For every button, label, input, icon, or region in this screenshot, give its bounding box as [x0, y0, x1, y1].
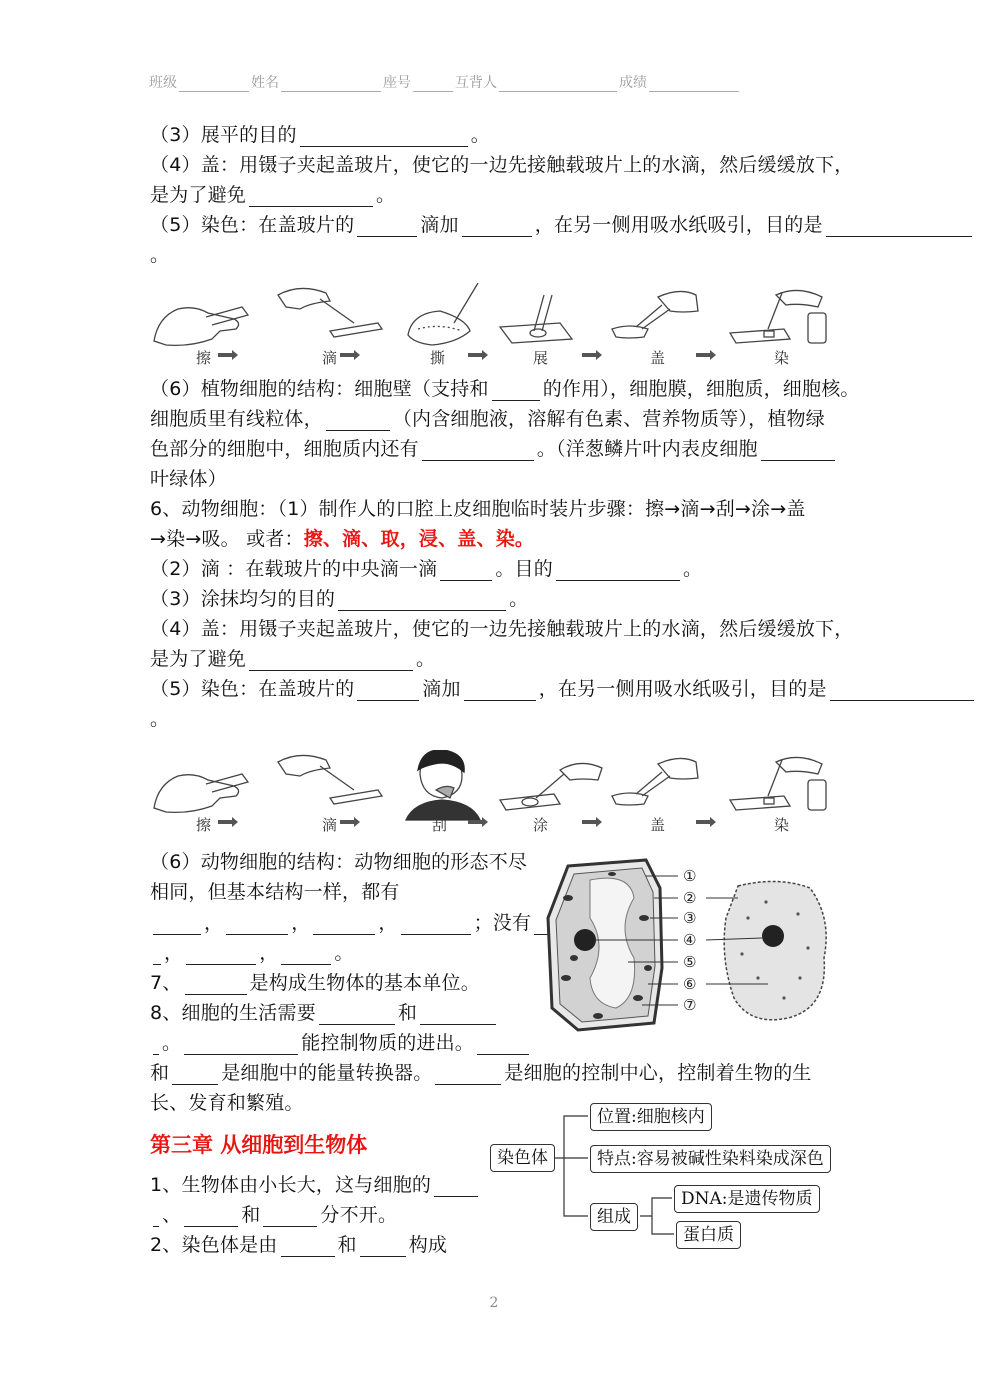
cell-diagram: [538, 858, 840, 1033]
cell-diagram-svg: [538, 858, 840, 1033]
blank[interactable]: [281, 944, 331, 965]
blank[interactable]: [462, 216, 532, 237]
plant-steps-illustration: [150, 283, 840, 368]
seat-blank[interactable]: [413, 77, 453, 92]
q8-line-2: 。 能控制物质的进出。: [150, 1031, 532, 1055]
header-info: [149, 72, 741, 92]
blank[interactable]: [300, 126, 468, 147]
animal-step-label: 擦: [196, 816, 212, 834]
blank[interactable]: [492, 380, 540, 401]
animal-struct-4: ， ， 。: [150, 941, 354, 965]
concept-composition: 组成: [590, 1203, 638, 1231]
blank[interactable]: [360, 1236, 406, 1257]
animal-line-3: （2）滴 ：在载玻片的中央滴一滴 。目的 。: [150, 558, 703, 580]
plant-step-label: 染: [774, 349, 790, 367]
cell-label: ④: [683, 931, 697, 949]
animal-line-6-end: 。: [150, 708, 170, 730]
cell-label: ①: [683, 867, 697, 885]
cell-label: ⑥: [683, 975, 697, 993]
page-number: 2: [489, 1295, 499, 1311]
blank[interactable]: [281, 1236, 335, 1257]
blank[interactable]: [186, 944, 256, 965]
class-blank[interactable]: [179, 77, 249, 92]
name-blank[interactable]: [281, 77, 381, 92]
plant-step-label: 滴: [322, 349, 338, 367]
concept-position: 位置:细胞核内: [590, 1103, 712, 1131]
cell-label: ⑤: [683, 953, 697, 971]
plant-step-label: 盖: [650, 349, 666, 367]
blank[interactable]: [440, 560, 492, 581]
plant-line-4b: 是为了避免 。: [150, 184, 396, 206]
blank[interactable]: [153, 1206, 159, 1227]
plant-line-6a: （6）植物细胞的结构：细胞壁（支持和 的作用），细胞膜，细胞质，细胞核。: [150, 378, 860, 400]
blank[interactable]: [338, 590, 506, 611]
animal-step-label: 染: [774, 816, 790, 834]
seat-label: 座号: [383, 75, 411, 91]
blank[interactable]: [830, 680, 974, 701]
plant-step-label: 展: [533, 349, 549, 367]
ch3-q1-line-1: 1、生物体由小长大，这与细胞的: [150, 1173, 481, 1197]
animal-line-5b: 是为了避免 。: [150, 648, 436, 670]
concept-root: 染色体: [490, 1144, 555, 1172]
blank[interactable]: [761, 440, 835, 461]
animal-line-5a: （4）盖：用镊子夹起盖玻片，使它的一边先接触载玻片上的水滴，然后缓缓放下，: [150, 618, 854, 640]
blank[interactable]: [401, 914, 471, 935]
blank[interactable]: [435, 1064, 501, 1085]
blank[interactable]: [184, 1206, 238, 1227]
animal-steps-illustration: [150, 750, 840, 835]
blank[interactable]: [357, 216, 417, 237]
animal-line-6: （5）染色：在盖玻片的 滴加 ，在另一侧用吸水纸吸引，目的是: [150, 677, 977, 701]
animal-step-label: 盖: [650, 816, 666, 834]
q7-line: 7、 是构成生物体的基本单位。: [150, 972, 480, 994]
name-label: 姓名: [251, 75, 279, 91]
plant-line-4a: （4）盖：用镊子夹起盖玻片，使它的一边先接触载玻片上的水滴，然后缓缓放下，: [150, 154, 854, 176]
animal-line-4: （3）涂抹均匀的目的 。: [150, 588, 529, 610]
concept-dna: DNA:是遗传物质: [674, 1185, 820, 1213]
blank[interactable]: [226, 914, 288, 935]
partner-label: 互背人: [455, 75, 497, 91]
cell-label: ③: [683, 909, 697, 927]
blank[interactable]: [434, 1176, 478, 1197]
q8-line-4: 长、发育和繁殖。: [150, 1092, 304, 1114]
blank[interactable]: [826, 216, 972, 237]
concept-feature: 特点:容易被碱性染料染成深色: [590, 1145, 831, 1173]
blank[interactable]: [184, 1034, 298, 1055]
plant-steps-svg: [150, 283, 840, 368]
q8-line-1: 8、细胞的生活需要 和: [150, 1001, 499, 1025]
animal-step-label: 刮: [432, 816, 448, 834]
blank[interactable]: [249, 186, 373, 207]
blank[interactable]: [326, 410, 390, 431]
plant-step-label: 撕: [430, 349, 446, 367]
blank[interactable]: [464, 680, 536, 701]
blank[interactable]: [357, 680, 419, 701]
blank[interactable]: [153, 1034, 159, 1055]
blank[interactable]: [263, 1206, 317, 1227]
animal-struct-3: ， ， ， ；没有: [150, 911, 551, 935]
blank[interactable]: [172, 1064, 218, 1085]
blank[interactable]: [153, 914, 201, 935]
blank[interactable]: [420, 1004, 496, 1025]
q8-line-3: 和 是细胞中的能量转换器。 是细胞的控制中心，控制着生物的生: [150, 1062, 812, 1084]
blank[interactable]: [313, 914, 375, 935]
ch3-q1-line-2: 、 和 分不开。: [150, 1203, 397, 1227]
partner-blank[interactable]: [499, 77, 617, 92]
cell-label: ②: [683, 889, 697, 907]
alt-steps-highlight: 擦、滴、取，浸、盖、染。: [303, 528, 535, 550]
plant-line-5: （5）染色：在盖玻片的 滴加 ，在另一侧用吸水纸吸引，目的是: [150, 213, 975, 237]
blank[interactable]: [422, 440, 534, 461]
blank[interactable]: [477, 1034, 529, 1055]
blank[interactable]: [249, 650, 413, 671]
chapter-title: 第三章 从细胞到生物体: [150, 1133, 368, 1157]
chromosome-concept-map: [488, 1100, 838, 1260]
blank[interactable]: [319, 1004, 395, 1025]
plant-step-label: 擦: [196, 349, 212, 367]
plant-line-3: （3）展平的目的 。: [150, 124, 490, 146]
plant-line-6c: 色部分的细胞中，细胞质内还有 。（洋葱鳞片叶内表皮细胞: [150, 437, 838, 461]
score-blank[interactable]: [649, 77, 739, 92]
ch3-q2-line: 2、染色体是由 和 构成: [150, 1234, 448, 1256]
plant-line-6d: 叶绿体）: [150, 468, 227, 490]
score-label: 成绩: [619, 75, 647, 91]
animal-line-1: 6、动物细胞：（1）制作人的口腔上皮细胞临时装片步骤：擦→滴→刮→涂→盖: [150, 498, 806, 520]
animal-struct-2: 相同，但基本结构一样，都有: [150, 881, 400, 903]
animal-step-label: 涂: [533, 816, 549, 834]
class-label: 班级: [149, 75, 177, 91]
plant-line-6b: 细胞质里有线粒体， （内含细胞液，溶解有色素、营养物质等），植物绿: [150, 408, 825, 430]
concept-protein: 蛋白质: [676, 1221, 741, 1249]
animal-line-2: →染→吸。 或者：擦、滴、取，浸、盖、染。: [150, 528, 535, 550]
cell-label: ⑦: [683, 996, 697, 1014]
animal-steps-svg: [150, 750, 840, 835]
blank[interactable]: [153, 944, 161, 965]
animal-struct-1: （6）动物细胞的结构：动物细胞的形态不尽: [150, 851, 528, 873]
blank[interactable]: [556, 560, 680, 581]
blank[interactable]: [185, 974, 247, 995]
plant-line-5-end: 。: [150, 244, 170, 266]
animal-step-label: 滴: [322, 816, 338, 834]
